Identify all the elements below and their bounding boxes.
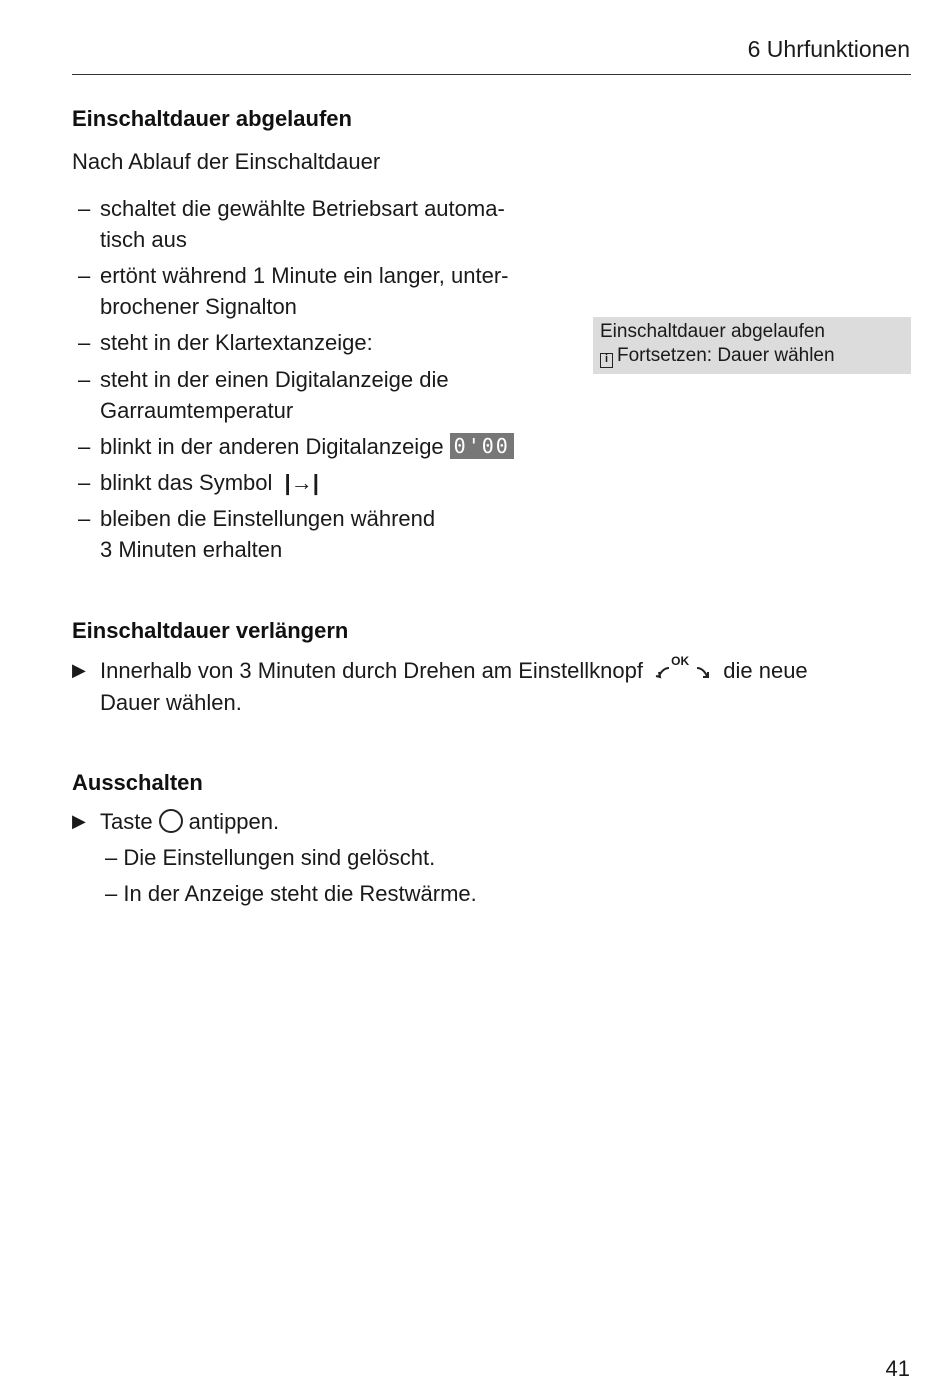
display-text-box <box>593 317 911 374</box>
dash-marker: – <box>78 263 91 288</box>
section-heading-abgelaufen: Einschaltdauer abgelaufen <box>72 106 352 131</box>
list-item-line1: blinkt in der anderen Digitalanzeige <box>100 434 444 459</box>
dash-marker: – <box>78 330 91 355</box>
list-item <box>72 327 572 358</box>
display-text-line2: Fortsetzen: Dauer wählen <box>617 345 835 366</box>
intro-text: Nach Ablauf der Einschaltdauer <box>72 149 381 174</box>
action-text: antippen. <box>188 809 280 834</box>
instruction-text-line2: Dauer wählen. <box>100 690 242 715</box>
section-heading-verlaengern: Einschaltdauer verlängern <box>72 618 349 643</box>
sub-list-item <box>105 842 435 874</box>
knob-ok-label: OK <box>671 654 690 668</box>
duration-end-symbol-icon: |→| <box>284 470 319 495</box>
list-item-line1: steht in der einen Digitalanzeige die <box>100 367 449 392</box>
section-heading-ausschalten: Ausschalten <box>72 770 203 795</box>
list-item-line1: steht in der Klartextanzeige: <box>100 330 373 355</box>
dash-marker: – <box>105 881 118 906</box>
header-rule <box>72 74 911 75</box>
list-item-line1: blinkt das Symbol <box>100 470 273 495</box>
list-item-line2: tisch aus <box>100 227 187 252</box>
list-item-line2: Garraumtemperatur <box>100 398 294 423</box>
sub-item-text: In der Anzeige steht die Restwärme. <box>123 881 477 906</box>
digital-display: 0'00 <box>450 433 514 459</box>
list-item <box>72 503 572 565</box>
display-text-line1: Einschaltdauer abgelaufen <box>600 321 826 342</box>
list-item-line1: ertönt während 1 Minute ein langer, unter- <box>100 263 509 288</box>
taste-label: Taste <box>100 809 153 834</box>
list-item <box>72 193 572 255</box>
list-item-line2: brochener Signalton <box>100 294 297 319</box>
instruction-text: Innerhalb von 3 Minuten durch Drehen am Einstellknopf <box>100 658 643 683</box>
list-item-line1: bleiben die Einstellungen während <box>100 506 436 531</box>
list-item <box>72 467 572 498</box>
list-item <box>72 431 572 462</box>
instruction-text-after: die neue <box>723 658 808 683</box>
rotary-knob-ok-icon <box>653 656 713 680</box>
list-item-line1: schaltet die gewählte Betriebsart automa- <box>100 196 505 221</box>
dash-marker: – <box>78 470 91 495</box>
list-item <box>72 260 572 322</box>
triangle-right-icon: ▶ <box>72 811 86 831</box>
dash-marker: – <box>105 845 118 870</box>
info-icon: i <box>600 353 613 368</box>
dash-marker: – <box>78 434 91 459</box>
dash-marker: – <box>78 506 91 531</box>
dash-marker: – <box>78 196 91 221</box>
page-number: 41 <box>885 1356 910 1381</box>
list-item-line2: 3 Minuten erhalten <box>100 537 283 562</box>
sub-list-item <box>105 878 477 910</box>
power-circle-icon <box>159 809 183 833</box>
instruction-step <box>100 806 279 838</box>
list-item <box>72 364 572 426</box>
triangle-right-icon: ▶ <box>72 660 86 680</box>
instruction-step <box>100 655 808 687</box>
sub-item-text: Die Einstellungen sind gelöscht. <box>123 845 436 870</box>
dash-marker: – <box>78 367 91 392</box>
chapter-title: 6 Uhrfunktionen <box>747 36 910 62</box>
